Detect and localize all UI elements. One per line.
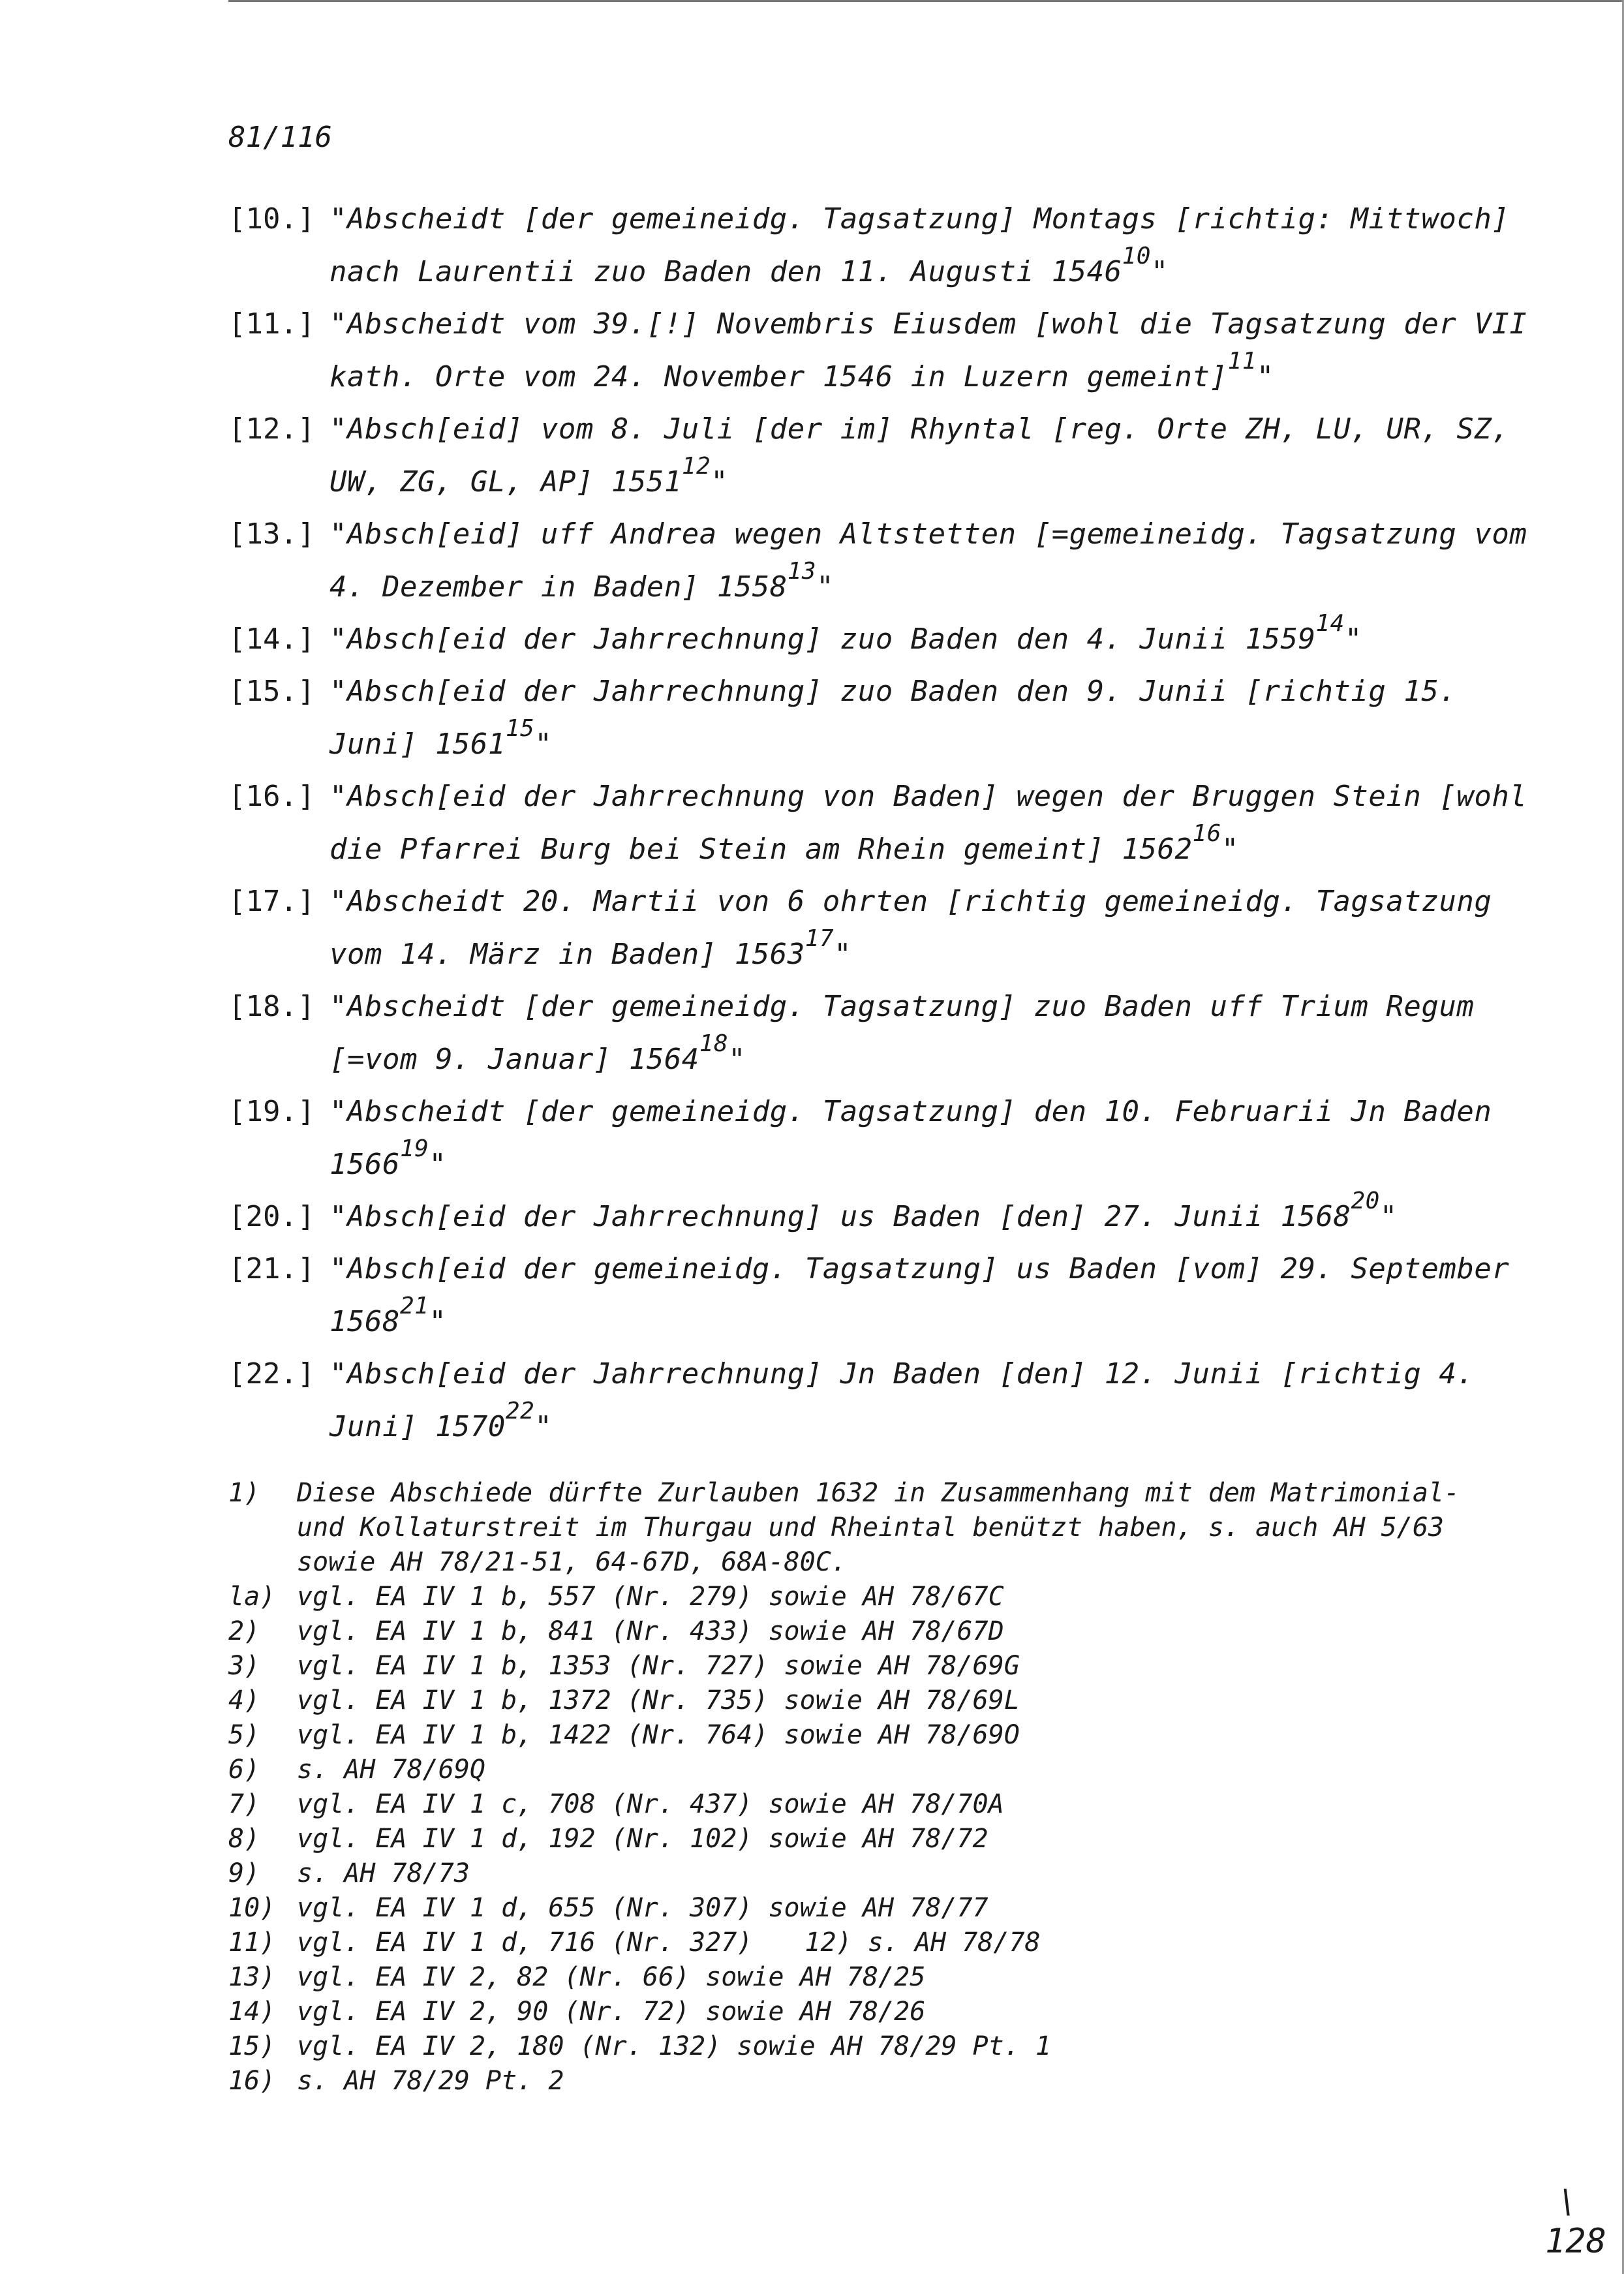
- footnote-text: vgl. EA IV 2, 90 (Nr. 72) sowie AH 78/26: [297, 1997, 926, 2027]
- footnote: [228, 1545, 1533, 1580]
- footnote-text: vgl. EA IV 1 b, 841 (Nr. 433) sowie AH 78/67D: [297, 1616, 1004, 1646]
- entry-text: "Abscheidt [der gemeineidg. Tagsatzung] zuo Baden uff Trium Regum [=vom 9. Januar] 1564: [329, 990, 1475, 1076]
- footnote-label: 6): [228, 1755, 260, 1785]
- entry-number: [16.]: [228, 780, 315, 813]
- list-item: [228, 1242, 1533, 1348]
- entry-text: "Absch[eid] vom 8. Juli [der im] Rhyntal [reg. Orte ZH, LU, UR, SZ, UW, ZG, GL, AP] 1551: [329, 412, 1510, 499]
- list-item: [228, 1347, 1533, 1453]
- list-item: [228, 1085, 1533, 1191]
- list-item: [228, 1190, 1533, 1243]
- footnote-label: 7): [228, 1789, 260, 1819]
- entry-number: [11.]: [228, 307, 315, 341]
- entry-number: [19.]: [228, 1095, 315, 1128]
- footnote-text: vgl. EA IV 2, 82 (Nr. 66) sowie AH 78/25: [297, 1962, 926, 1992]
- entry-close-quote: ": [1379, 1200, 1398, 1233]
- footnote: [228, 1476, 1533, 1511]
- footnote-text: vgl. EA IV 2, 180 (Nr. 132) sowie AH 78/29 Pt. 1: [297, 2031, 1051, 2061]
- footnote-ref: 19: [399, 1135, 429, 1162]
- list-item: [228, 298, 1533, 403]
- entry-number: [13.]: [228, 517, 315, 551]
- footnote: [228, 1891, 1533, 1926]
- list-item: [228, 192, 1533, 298]
- handwritten-page-number: 128: [1545, 2222, 1606, 2261]
- footnote-label: 8): [228, 1824, 260, 1854]
- entry-close-quote: ": [1344, 622, 1362, 656]
- footnote: [228, 1683, 1533, 1718]
- entry-close-quote: ": [534, 1410, 553, 1443]
- footnote-ref: 16: [1192, 820, 1221, 847]
- footnote: [228, 1822, 1533, 1856]
- footnote-label: [228, 1511, 297, 1545]
- footnote-text: vgl. EA IV 1 d, 655 (Nr. 307) sowie AH 78/77: [297, 1893, 988, 1923]
- footnote-text: vgl. EA IV 1 d, 716 (Nr. 327): [297, 1928, 753, 1958]
- footnote-text: s. AH 78/29 Pt. 2: [297, 2066, 564, 2096]
- entry-number: [18.]: [228, 990, 315, 1023]
- footnote: [228, 1614, 1533, 1649]
- footnote: [228, 2064, 1533, 2098]
- footnote-ref: 20: [1351, 1188, 1380, 1214]
- list-item: [228, 770, 1533, 876]
- entry-text: "Absch[eid der Jahrrechnung] us Baden [den] 27. Junii 1568: [329, 1200, 1351, 1233]
- footnote-text: vgl. EA IV 1 c, 708 (Nr. 437) sowie AH 78/70A: [297, 1789, 1004, 1819]
- footnote: [228, 1787, 1533, 1822]
- entry-text: "Absch[eid] uff Andrea wegen Altstetten [=gemeineidg. Tagsatzung vom 4. Dezember in Baden] 1558: [329, 517, 1527, 604]
- footnote-label: [228, 1545, 297, 1580]
- entry-close-quote: ": [429, 1148, 447, 1181]
- footnote: [228, 1856, 1533, 1891]
- footnote-label: 2): [228, 1616, 260, 1646]
- entry-close-quote: ": [429, 1305, 447, 1338]
- entry-close-quote: ": [728, 1043, 746, 1076]
- footnote-text: vgl. EA IV 1 b, 1372 (Nr. 735) sowie AH 78/69L: [297, 1685, 1020, 1715]
- footnote-label: 1): [228, 1478, 260, 1508]
- entry-text: "Absch[eid der gemeineidg. Tagsatzung] us Baden [vom] 29. September 1568: [329, 1252, 1510, 1338]
- top-border: [228, 0, 1624, 2]
- footnote-text: Diese Abschiede dürfte Zurlauben 1632 in Zusammenhang mit dem Matrimonial-: [297, 1478, 1460, 1508]
- footnotes: [228, 1476, 1533, 2098]
- entry-number: [22.]: [228, 1357, 315, 1391]
- list-item: [228, 610, 1533, 666]
- entry-number: [17.]: [228, 885, 315, 918]
- footnote-ref: 10: [1122, 243, 1151, 269]
- entry-text: "Abscheidt [der gemeineidg. Tagsatzung] Montags [richtig: Mittwoch] nach Laurentii zuo Baden den 11. Augusti 1546: [329, 202, 1510, 288]
- entry-list: [228, 192, 1533, 1452]
- footnote-ref: 15: [505, 715, 535, 742]
- footnote-text: vgl. EA IV 1 d, 192 (Nr. 102) sowie AH 78/72: [297, 1824, 988, 1854]
- footnote: [228, 1718, 1533, 1753]
- footnote-ref: 21: [399, 1293, 429, 1319]
- footnote-label: 16): [228, 2066, 276, 2096]
- entry-text: "Absch[eid der Jahrrechnung von Baden] wegen der Bruggen Stein [wohl die Pfarrei Burg bei Stein am Rhein gemeint] 1562: [329, 780, 1527, 866]
- footnote-text: vgl. EA IV 1 b, 557 (Nr. 279) sowie AH 78/67C: [297, 1582, 1004, 1612]
- list-item: [228, 403, 1533, 508]
- footnote-inline-12: 12) s. AH 78/78: [804, 1928, 1041, 1958]
- footnote-text: s. AH 78/73: [297, 1858, 470, 1888]
- footnote-ref: 17: [804, 925, 835, 952]
- footnote-text: vgl. EA IV 1 b, 1353 (Nr. 727) sowie AH 78/69G: [297, 1651, 1020, 1681]
- footnote-ref: 14: [1315, 610, 1345, 637]
- footnote-ref: 12: [681, 453, 711, 480]
- entry-text: "Absch[eid der Jahrrechnung] zuo Baden den 9. Junii [richtig 15. Juni] 1561: [329, 675, 1457, 761]
- footnote-ref: 13: [787, 558, 817, 585]
- footnote: [228, 1511, 1533, 1545]
- list-item: [228, 980, 1533, 1086]
- list-item: [228, 508, 1533, 613]
- page-header: 81/116: [228, 121, 332, 154]
- entry-number: [14.]: [228, 622, 315, 656]
- footnote-ref: 18: [699, 1030, 729, 1057]
- entry-text: "Absch[eid der Jahrrechnung] Jn Baden [den] 12. Junii [richtig 4. Juni] 1570: [329, 1357, 1475, 1443]
- footnote: [228, 1580, 1533, 1614]
- footnote-label: 4): [228, 1685, 260, 1715]
- entry-close-quote: ": [816, 570, 835, 604]
- footnote: [228, 1995, 1533, 2029]
- footnote-text: vgl. EA IV 1 b, 1422 (Nr. 764) sowie AH 78/69O: [297, 1720, 1020, 1750]
- entry-number: [15.]: [228, 675, 315, 708]
- footnote-label: 14): [228, 1997, 276, 2027]
- footnote-label: 11): [228, 1928, 276, 1958]
- entry-text: "Abscheidt 20. Martii von 6 ohrten [richtig gemeineidg. Tagsatzung vom 14. März in Baden] 1563: [329, 885, 1492, 971]
- entry-close-quote: ": [1150, 255, 1169, 288]
- footnote-label: 3): [228, 1651, 260, 1681]
- footnote: [228, 1649, 1533, 1683]
- entry-number: [21.]: [228, 1252, 315, 1285]
- footnote-ref: 11: [1227, 348, 1257, 375]
- entry-close-quote: ": [711, 465, 729, 499]
- entry-text: "Absch[eid der Jahrrechnung] zuo Baden den 4. Junii 1559: [329, 622, 1316, 656]
- footnote: [228, 1960, 1533, 1995]
- list-item: [228, 875, 1533, 981]
- entry-number: [10.]: [228, 202, 315, 236]
- footnote-ref: 22: [505, 1398, 535, 1424]
- footnote-text: s. AH 78/69Q: [297, 1755, 485, 1785]
- footnote: [228, 1753, 1533, 1787]
- entry-close-quote: ": [534, 728, 553, 761]
- handwritten-mark: \: [1558, 2183, 1578, 2220]
- footnote: [228, 2029, 1533, 2064]
- footnote-label: la): [228, 1582, 276, 1612]
- entry-number: [20.]: [228, 1200, 315, 1233]
- entry-close-quote: ": [834, 938, 852, 971]
- entry-text: "Abscheidt [der gemeineidg. Tagsatzung] den 10. Februarii Jn Baden 1566: [329, 1095, 1492, 1181]
- footnote-label: 5): [228, 1720, 260, 1750]
- entry-close-quote: ": [1256, 360, 1274, 393]
- list-item: [228, 665, 1533, 771]
- footnote-text: und Kollaturstreit im Thurgau und Rheintal benützt haben, s. auch AH 5/63: [297, 1513, 1444, 1543]
- footnote-text: sowie AH 78/21-51, 64-67D, 68A-80C.: [297, 1547, 847, 1577]
- footnote-label: 10): [228, 1893, 276, 1923]
- entry-number: [12.]: [228, 412, 315, 446]
- entry-text: "Abscheidt vom 39.[!] Novembris Eiusdem [wohl die Tagsatzung der VII kath. Orte vom 24. November 1546 in Luzern gemeint]: [329, 307, 1527, 393]
- footnote-label: 15): [228, 2031, 276, 2061]
- entry-close-quote: ": [1221, 833, 1239, 866]
- footnote-label: 13): [228, 1962, 276, 1992]
- footnote-label: 9): [228, 1858, 260, 1888]
- footnote: [228, 1926, 1533, 1960]
